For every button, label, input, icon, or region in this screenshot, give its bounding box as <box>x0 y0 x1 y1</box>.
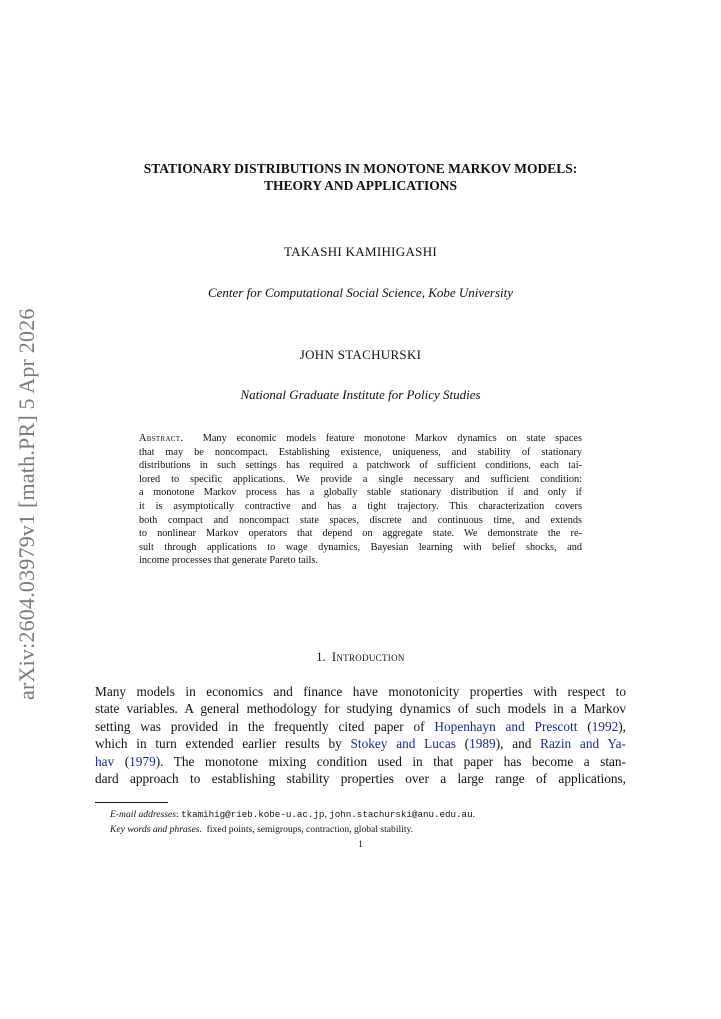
abstract-line-8: to nonlinear Markov operators that depend on aggregate state. We demonstrate the re- <box>139 528 582 540</box>
title-line-1: STATIONARY DISTRIBUTIONS IN MONOTONE MARKOV MODELS: <box>143 161 578 176</box>
citation-razin-yahav[interactable]: Razin and Ya- <box>540 736 626 752</box>
section-title: Introduction <box>331 650 405 664</box>
abstract-line-2: that may be noncompact. Establishing existence, uniqueness, and stability of stationary <box>139 446 582 458</box>
abstract-line-5: a monotone Markov process has a globally stable stationary distribution if and only if <box>139 487 582 499</box>
footnote-keywords <box>110 823 620 836</box>
author-affiliation-2: National Graduate Institute for Policy Studies <box>240 387 481 402</box>
abstract-line-4: lored to specific applications. We provide a single necessary and sufficient condition: <box>139 473 582 485</box>
citation-year-1979[interactable]: 1979 <box>129 753 156 769</box>
page-number: 1 <box>358 840 363 850</box>
citation-year-1989[interactable]: 1989 <box>469 736 496 752</box>
author-name-1: TAKASHI KAMIHIGASHI <box>283 244 438 259</box>
body-line-5: hav (1979). The monotone mixing condition used in that paper has become a stan- <box>95 753 626 769</box>
paper-title <box>100 160 621 194</box>
abstract-label: Abstract. <box>139 433 184 444</box>
abstract-line-10: income processes that generate Pareto tails. <box>139 555 318 567</box>
abstract-line-9: sult through applications to wage dynamics, Bayesian learning with belief shocks, and <box>139 541 582 553</box>
abstract-line-6: it is asymptotically contractive and has a tight trajectory. This characterization covers <box>139 500 582 512</box>
author-affiliation-1: Center for Computational Social Science, Kobe University <box>207 285 514 300</box>
keywords-label: Key words and phrases. <box>110 824 202 835</box>
abstract-line-1: Many economic models feature monotone Markov dynamics on state spaces <box>202 433 582 444</box>
keywords-text: fixed points, semigroups, contraction, global stability. <box>206 824 414 835</box>
body-line-3: setting was provided in the frequently cited paper of Hopenhayn and Prescott (1992), <box>95 718 626 734</box>
abstract-line-7: both compact and noncompact state spaces, discrete and continuous time, and extends <box>139 514 582 526</box>
body-line-6: dard approach to establishing stability properties over a large range of applications, <box>95 771 626 787</box>
section-heading-introduction <box>100 650 621 665</box>
title-line-2: THEORY AND APPLICATIONS <box>263 178 458 193</box>
footnote-rule <box>95 802 168 803</box>
abstract-line-3: distributions in such settings has required a patchwork of sufficient conditions, each tai- <box>139 460 582 472</box>
section-number: 1. <box>316 650 326 664</box>
body-line-2: state variables. A general methodology for studying dynamics of such models in a Markov <box>95 701 626 717</box>
citation-year-1992[interactable]: 1992 <box>591 718 619 734</box>
abstract <box>139 432 582 568</box>
body-line-4: which in turn extended earlier results by Stokey and Lucas (1989), and Razin and Ya- <box>95 736 626 752</box>
footnote-emails: E-mail addresses: tkamihig@rieb.kobe-u.ac.jp, john.stachurski@anu.edu.au. <box>110 809 475 820</box>
email-kamihigashi[interactable]: tkamihig@rieb.kobe-u.ac.jp <box>181 809 325 820</box>
citation-hopenhayn-prescott[interactable]: Hopenhayn and Prescott <box>434 718 578 734</box>
citation-razin-yahav-cont[interactable]: hav <box>95 753 115 769</box>
citation-stokey-lucas[interactable]: Stokey and Lucas <box>350 736 456 752</box>
email-stachurski[interactable]: john.stachurski@anu.edu.au <box>329 809 473 820</box>
introduction-paragraph <box>95 683 626 787</box>
email-label: E-mail addresses <box>110 809 176 820</box>
author-name-2: JOHN STACHURSKI <box>299 347 422 362</box>
arxiv-stamp: arXiv:2604.03979v1 [math.PR] 5 Apr 2026 <box>14 308 39 700</box>
body-line-1: Many models in economics and finance have monotonicity properties with respect to <box>95 684 626 699</box>
